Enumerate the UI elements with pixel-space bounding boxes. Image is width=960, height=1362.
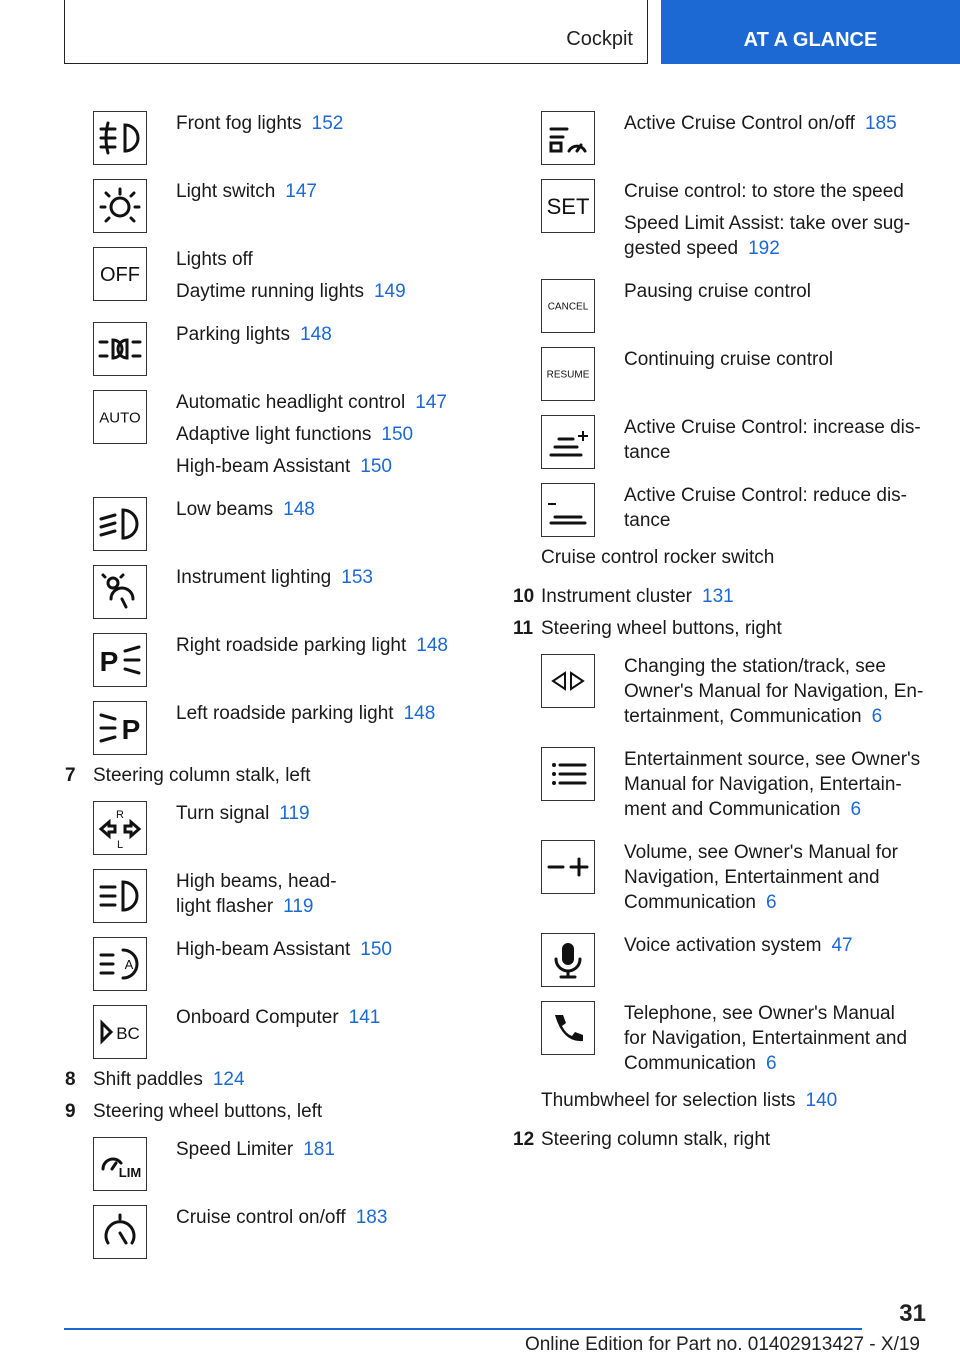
page-ref-link[interactable]: 119 <box>283 896 314 917</box>
legend-entry <box>93 795 513 851</box>
entry-label: Adaptive light functions <box>176 424 372 445</box>
legend-entry <box>93 491 513 547</box>
high-beams-icon <box>93 869 147 923</box>
entry-line <box>176 633 513 658</box>
svg-text:AUTO: AUTO <box>99 409 141 427</box>
entry-line <box>624 279 960 304</box>
entry-line <box>176 279 513 304</box>
entry-line <box>176 322 513 347</box>
page-ref-link[interactable]: 119 <box>279 803 310 824</box>
entry-text <box>176 173 513 204</box>
entry-text <box>176 931 513 962</box>
entry-text <box>176 863 513 919</box>
volume-icon <box>541 840 595 894</box>
entry-line <box>176 1137 513 1162</box>
legend-entry <box>93 931 513 987</box>
right-column <box>513 105 960 1159</box>
entry-label: Volume, see Owner's Manual for Navigation, Entertainment and Communication <box>624 842 898 913</box>
entry-label: Lights off <box>176 249 253 270</box>
svg-text:SET: SET <box>546 193 590 219</box>
svg-text:LIM: LIM <box>118 1165 142 1180</box>
item-7: 7 Steering column stalk, left <box>65 765 311 786</box>
entry-text <box>176 1131 513 1162</box>
svg-text:RESUME: RESUME <box>546 369 590 381</box>
entry-line <box>624 1001 960 1076</box>
light-switch-icon <box>93 179 147 233</box>
legend-entry <box>541 409 960 465</box>
entry-label: Automatic headlight control <box>176 392 406 413</box>
entry-label: Light switch <box>176 181 276 202</box>
entry-label: High beams, head- light flasher <box>176 871 337 917</box>
parking-lights-icon <box>93 322 147 376</box>
entry-line <box>176 390 513 415</box>
item-12: 12 Steering column stalk, right <box>513 1129 771 1150</box>
entry-text <box>176 1199 513 1230</box>
page-ref-link[interactable]: 6 <box>766 892 777 913</box>
entry-text <box>176 384 513 479</box>
item-11: 11 Steering wheel buttons, right <box>513 618 782 639</box>
entry-label: Daytime running lights <box>176 281 364 302</box>
legend-entry <box>93 105 513 161</box>
legend-entry <box>541 341 960 397</box>
entry-label: Active Cruise Control on/off <box>624 113 855 134</box>
high-beam-assistant-icon <box>93 937 147 991</box>
telephone-icon <box>541 1001 595 1055</box>
entry-line <box>176 937 513 962</box>
left-column <box>65 105 513 1267</box>
entry-label: Entertainment source, see Owner's Manual for Navigation, Entertain- ment and Communication <box>624 749 921 820</box>
increase-distance-icon <box>541 415 595 469</box>
legend-entry <box>541 105 960 161</box>
legend-entry <box>93 863 513 919</box>
page-ref-link[interactable]: 131 <box>702 586 734 607</box>
entry-text <box>176 627 513 658</box>
entry-text <box>176 795 513 826</box>
entry-line <box>176 497 513 522</box>
entry-line <box>624 483 960 533</box>
entry-text <box>624 648 960 729</box>
legend-entry <box>93 316 513 372</box>
header-chapter-tab[interactable] <box>661 0 960 64</box>
entry-label: Parking lights <box>176 324 291 345</box>
entry-text <box>624 273 960 304</box>
legend-entry <box>93 559 513 615</box>
entry-text <box>624 173 960 261</box>
entry-label: Left roadside parking light <box>176 703 394 724</box>
entry-line <box>624 415 960 465</box>
page-ref-link[interactable]: 149 <box>373 281 406 302</box>
entry-line <box>624 933 960 958</box>
svg-text:A: A <box>124 957 134 972</box>
resume-icon <box>541 347 595 401</box>
entry-label: Changing the station/track, see Owner's Manual for Navigation, En- tertainment, Communication <box>624 656 924 727</box>
svg-text:R: R <box>116 809 124 821</box>
footer-edition: Online Edition for Part no. 01402913427 - X/19 <box>524 1334 920 1355</box>
page-ref-link[interactable]: 183 <box>355 1207 388 1228</box>
legend-entry <box>93 241 513 304</box>
entry-line <box>176 247 513 272</box>
entry-line <box>624 347 960 372</box>
svg-text:OFF: OFF <box>100 264 140 287</box>
legend-entry <box>541 995 960 1076</box>
page-ref-link[interactable]: 152 <box>311 113 344 134</box>
entry-label: Continuing cruise control <box>624 349 834 370</box>
entry-line <box>176 179 513 204</box>
legend-entry <box>93 627 513 683</box>
off-icon <box>93 247 147 301</box>
reduce-distance-icon <box>541 483 595 537</box>
onboard-computer-icon <box>93 1005 147 1059</box>
entry-label: Speed Limit Assist: take over sug- gested speed <box>624 213 911 259</box>
legend-entry <box>93 173 513 229</box>
speed-limiter-icon <box>93 1137 147 1191</box>
item-8: 8 Shift paddles 124 <box>65 1069 245 1090</box>
active-cruise-icon <box>541 111 595 165</box>
page-ref-link[interactable]: 47 <box>831 935 853 956</box>
legend-entry <box>93 999 513 1055</box>
page-ref-link[interactable]: 148 <box>300 324 332 345</box>
entry-label: Telephone, see Owner's Manual for Navigation, Entertainment and Communication <box>624 1003 908 1074</box>
page-ref-link[interactable]: 181 <box>303 1139 335 1160</box>
legend-entry <box>541 927 960 983</box>
entry-label: Cruise control: to store the speed <box>624 181 904 202</box>
entry-label: High-beam Assistant <box>176 456 351 477</box>
entry-line <box>176 565 513 590</box>
entry-line <box>176 801 513 826</box>
page-ref-link[interactable]: 150 <box>360 456 392 477</box>
entry-label: Low beams <box>176 499 274 520</box>
rocker-switch-label: Cruise control rocker switch <box>541 547 775 568</box>
right-parking-icon <box>93 633 147 687</box>
entry-text <box>176 105 513 136</box>
entry-label: Turn signal <box>176 803 270 824</box>
page-ref-link[interactable]: 140 <box>805 1090 838 1111</box>
page-ref-link[interactable]: 6 <box>871 706 883 727</box>
footer-divider <box>64 1328 862 1330</box>
page-ref-link[interactable]: 150 <box>381 424 414 445</box>
entry-line <box>176 1005 513 1030</box>
entry-text <box>176 491 513 522</box>
legend-entry <box>93 695 513 751</box>
entry-line <box>176 454 513 479</box>
page-ref-link[interactable]: 6 <box>850 799 862 820</box>
svg-text:P: P <box>99 646 119 677</box>
entry-line <box>624 179 960 204</box>
legend-entry <box>541 477 960 533</box>
entry-label: Front fog lights <box>176 113 302 134</box>
entry-line <box>624 111 960 136</box>
page-ref-link[interactable]: 153 <box>341 567 373 588</box>
entry-text <box>624 741 960 822</box>
entry-line <box>176 869 513 919</box>
entry-line <box>176 701 513 726</box>
svg-text:P: P <box>121 714 141 745</box>
entry-text <box>176 559 513 590</box>
entry-line <box>624 840 960 915</box>
page-ref-link[interactable]: 192 <box>748 238 780 259</box>
entry-text <box>624 105 960 136</box>
set-icon <box>541 179 595 233</box>
entry-text <box>624 409 960 465</box>
entry-line <box>624 211 960 261</box>
entry-line <box>624 654 960 729</box>
page-ref-link[interactable]: 148 <box>283 499 315 520</box>
chapter-title: AT A GLANCE <box>743 29 878 51</box>
page-number: 31 <box>899 1300 926 1327</box>
cancel-icon <box>541 279 595 333</box>
front-fog-icon <box>93 111 147 165</box>
legend-entry <box>541 741 960 822</box>
low-beams-icon <box>93 497 147 551</box>
entry-label: Cruise control on/off <box>176 1207 346 1228</box>
entry-label: Active Cruise Control: reduce dis- tance <box>624 485 907 531</box>
page-ref-link[interactable]: 147 <box>415 392 447 413</box>
turn-signal-icon <box>93 801 147 855</box>
entry-line <box>176 1205 513 1230</box>
legend-entry <box>93 1199 513 1255</box>
entry-text <box>624 477 960 533</box>
entry-text <box>176 695 513 726</box>
entertainment-source-icon <box>541 747 595 801</box>
page-ref-link[interactable]: 6 <box>766 1053 777 1074</box>
entry-text <box>176 316 513 347</box>
legend-entry <box>93 1131 513 1187</box>
entry-label: Onboard Computer <box>176 1007 339 1028</box>
legend-entry <box>541 648 960 729</box>
station-track-icon <box>541 654 595 708</box>
page-ref-link[interactable]: 148 <box>403 703 436 724</box>
item-10: 10 Instrument cluster 131 <box>513 586 734 607</box>
page-ref-link[interactable]: 148 <box>416 635 448 656</box>
svg-text:L: L <box>116 839 124 851</box>
entry-text <box>624 341 960 372</box>
legend-entry <box>541 834 960 915</box>
page-ref-link[interactable]: 150 <box>360 939 392 960</box>
entry-text <box>176 999 513 1030</box>
cruise-control-icon <box>93 1205 147 1259</box>
page-ref-link[interactable]: 141 <box>348 1007 381 1028</box>
entry-line <box>624 747 960 822</box>
page-ref-link[interactable]: 185 <box>864 113 897 134</box>
entry-text <box>624 927 960 958</box>
entry-line <box>176 422 513 447</box>
entry-label: Speed Limiter <box>176 1139 294 1160</box>
item-9: 9 Steering wheel buttons, left <box>65 1101 323 1122</box>
entry-label: High-beam Assistant <box>176 939 351 960</box>
legend-entry <box>541 173 960 261</box>
page-ref-link[interactable]: 147 <box>285 181 317 202</box>
entry-line <box>176 111 513 136</box>
instrument-lighting-icon <box>93 565 147 619</box>
svg-text:BC: BC <box>116 1024 140 1043</box>
legend-entry <box>541 273 960 329</box>
entry-text <box>624 995 960 1076</box>
entry-text <box>624 834 960 915</box>
entry-label: Active Cruise Control: increase dis- tance <box>624 417 921 463</box>
left-parking-icon <box>93 701 147 755</box>
entry-label: Voice activation system <box>624 935 822 956</box>
section-title: Cockpit <box>566 28 633 50</box>
thumbwheel-label: Thumbwheel for selection lists 140 <box>541 1090 838 1111</box>
header-section-box <box>64 0 648 64</box>
auto-icon <box>93 390 147 444</box>
entry-label: Right roadside parking light <box>176 635 407 656</box>
legend-entry <box>93 384 513 479</box>
entry-label: Pausing cruise control <box>624 281 811 302</box>
entry-text <box>176 241 513 304</box>
svg-text:CANCEL: CANCEL <box>547 301 589 313</box>
entry-label: Instrument lighting <box>176 567 332 588</box>
voice-activation-icon <box>541 933 595 987</box>
page-ref-link[interactable]: 124 <box>212 1069 245 1090</box>
